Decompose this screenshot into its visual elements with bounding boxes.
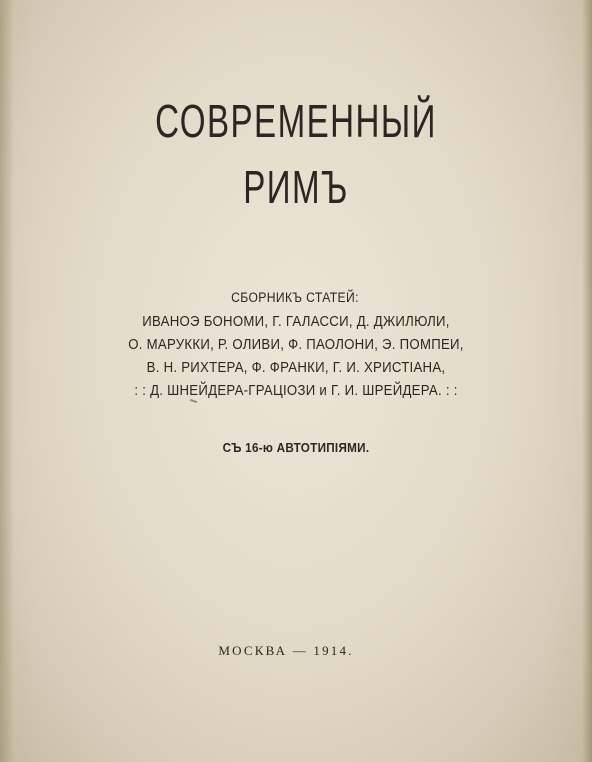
book-title-line-1: СОВРЕМЕННЫЙ	[155, 95, 437, 147]
page-edge-shadow-right	[582, 0, 592, 762]
ink-speck	[190, 399, 197, 403]
authors-line-2: О. МАРУККИ, Р. ОЛИВИ, Ф. ПАОЛОНИ, Э. ПОМПЕИ,	[128, 336, 464, 353]
book-title-line-2: РИМЪ	[243, 161, 349, 213]
illustrations-note: СЪ 16-ю АВТОТИПІЯМИ.	[222, 440, 370, 455]
collection-subtitle: СБОРНИКЪ СТАТЕЙ:	[231, 290, 359, 305]
publication-imprint: МОСКВА — 1914.	[218, 643, 354, 658]
authors-line-1: ИВАНОЭ БОНОМИ, Г. ГАЛАССИ, Д. ДЖИЛЮЛИ,	[142, 313, 450, 330]
authors-line-4: : : Д. ШНЕЙДЕРА-ГРАЦІОЗИ и Г. И. ШРЕЙДЕРА. : :	[134, 382, 458, 399]
authors-line-3: В. Н. РИХТЕРА, Ф. ФРАНКИ, Г. И. ХРИСТІАНА,	[146, 359, 446, 376]
